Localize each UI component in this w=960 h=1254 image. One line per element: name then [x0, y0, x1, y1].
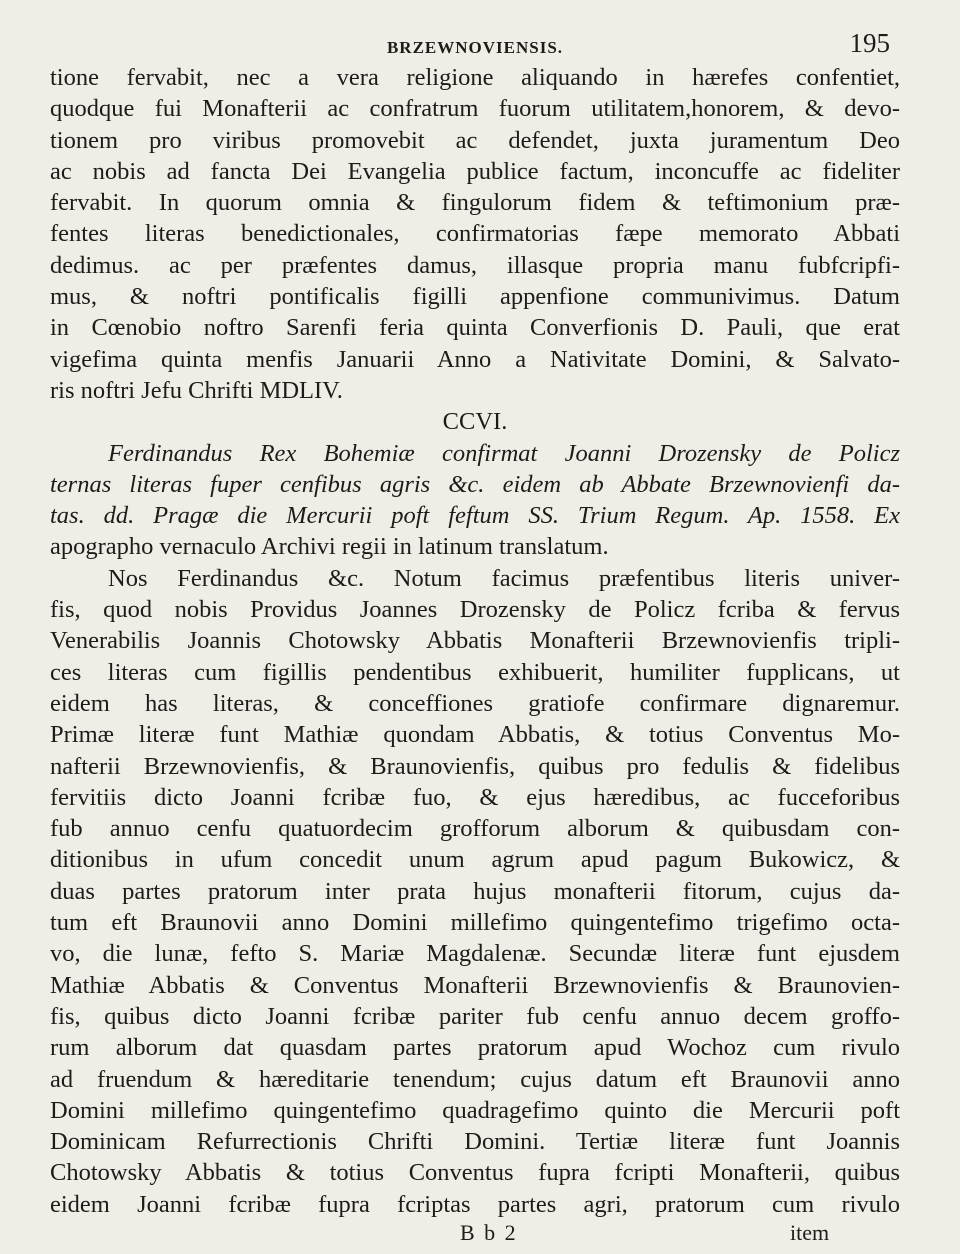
text-line: eidem Joanni fcribæ fupra fcriptas partes agri, pratorum cum rivulo [50, 1190, 900, 1218]
text-line: fervabit. In quorum omnia & fingulorum fidem & teftimonium præ- [50, 189, 900, 217]
text-line: vo, die lunæ, fefto S. Mariæ Magdalenæ. Secundæ literæ funt ejusdem [50, 940, 900, 968]
source-note-line: apographo vernaculo Archivi regii in latinum translatum. [50, 533, 609, 561]
text-line: Venerabilis Joannis Chotowsky Abbatis Monafterii Brzewnovienfis tripli- [50, 627, 900, 655]
text-line: ditionibus in ufum concedit unum agrum apud pagum Bukowicz, & [50, 846, 900, 874]
text-line: Dominicam Refurrectionis Chrifti Domini. Tertiæ literæ funt Joannis [50, 1128, 900, 1156]
text-line: fub annuo cenfu quatuordecim grofforum alborum & quibusdam con- [50, 815, 900, 843]
page-number: 195 [849, 28, 890, 58]
text-line: ac nobis ad fancta Dei Evangelia publice factum, inconcuffe ac fideliter [50, 157, 900, 185]
text-line: Mathiæ Abbatis & Conventus Monafterii Brzewnovienfis & Braunovien- [50, 971, 900, 999]
running-title: BRZEWNOVIENSIS. [386, 38, 564, 57]
text-line: Chotowsky Abbatis & totius Conventus fupra fcripti Monafterii, quibus [50, 1159, 900, 1187]
text-line: Nos Ferdinandus &c. Notum facimus præfentibus literis univer- [108, 564, 900, 592]
text-line: quodque fui Monafterii ac confratrum fuorum utilitatem,honorem, & devo- [50, 95, 900, 123]
text-line: ris noftri Jefu Chrifti MDLIV. [50, 376, 343, 404]
text-line: ces literas cum figillis pendentibus exhibuerit, humiliter fupplicans, ut [50, 658, 900, 686]
text-line: eidem has literas, & conceffiones gratiofe confirmare dignaremur. [50, 689, 900, 717]
text-line: mus, & noftri pontificalis figilli appenfione communivimus. Datum [50, 283, 900, 311]
text-line: tum eft Braunovii anno Domini millefimo quingentefimo trigefimo octa- [50, 909, 900, 937]
text-line: Primæ literæ funt Mathiæ quondam Abbatis, & totius Conventus Mo- [50, 721, 900, 749]
text-line: rum alborum dat quasdam partes pratorum apud Wochoz cum rivulo [50, 1034, 900, 1062]
summary-line: tas. dd. Pragæ die Mercurii poft feftum SS. Trium Regum. Ap. 1558. Ex [50, 502, 900, 530]
body-text [50, 62, 900, 1220]
text-line: duas partes pratorum inter prata hujus monafterii fitorum, cujus da- [50, 877, 900, 905]
text-line: Domini millefimo quingentefimo quadragefimo quinto die Mercurii poft [50, 1096, 900, 1124]
running-head [50, 26, 900, 62]
text-line: nafterii Brzewnovienfis, & Braunovienfis, quibus pro fedulis & fidelibus [50, 752, 900, 780]
summary-line: Ferdinandus Rex Bohemiæ confirmat Joanni Drozensky de Policz [108, 439, 900, 467]
summary-line: ternas literas fuper cenfibus agris &c. eidem ab Abbate Brzewnovienfi da- [50, 470, 900, 498]
text-line: fis, quibus dicto Joanni fcribæ pariter fub cenfu annuo decem groffo- [50, 1002, 900, 1030]
text-line: fis, quod nobis Providus Joannes Drozensky de Policz fcriba & fervus [50, 596, 900, 624]
page-footer [50, 1220, 900, 1254]
text-line: tione fervabit, nec a vera religione aliquando in hærefes confentiet, [50, 64, 900, 91]
document-number-heading: CCVI. [442, 408, 508, 436]
text-line: tionem pro viribus promovebit ac defendet, juxta juramentum Deo [50, 126, 900, 154]
text-line: ad fruendum & hæreditarie tenendum; cujus datum eft Braunovii anno [50, 1065, 900, 1093]
text-line: in Cœnobio noftro Sarenfi feria quinta Converfionis D. Pauli, que erat [50, 314, 900, 342]
text-line: dedimus. ac per præfentes damus, illasque propria manu fubfcripfi- [50, 251, 900, 279]
text-line: fentes literas benedictionales, confirmatorias fæpe memorato Abbati [50, 220, 900, 248]
catchword: item [790, 1219, 830, 1245]
text-line: fervitiis dicto Joanni fcribæ fuo, & ejus hæredibus, ac fucceforibus [50, 783, 900, 811]
signature-mark: B b 2 [460, 1219, 518, 1245]
text-line: vigefima quinta menfis Januarii Anno a Nativitate Domini, & Salvato- [50, 345, 900, 373]
